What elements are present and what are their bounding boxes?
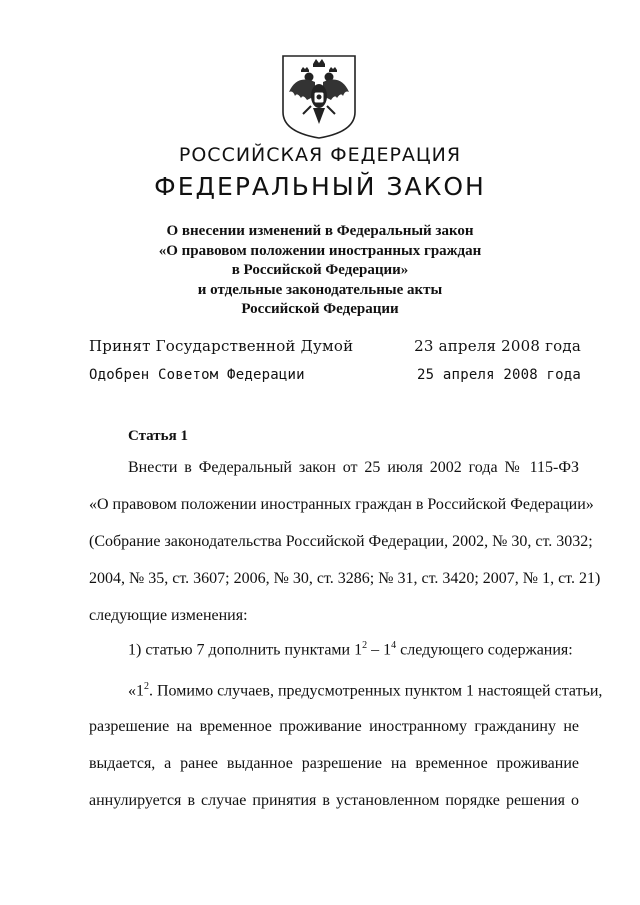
quote-line: разрешение на временное проживание иностранному гражданину не: [89, 718, 579, 735]
law-title: [0, 222, 640, 320]
russian-coat-of-arms-icon: [279, 52, 359, 140]
quote-line: аннулируется в случае принятия в установленном порядке решения о: [89, 792, 579, 809]
title-line: и отдельные законодательные акты: [197, 281, 443, 298]
title-line: Российской Федерации: [241, 301, 399, 317]
paragraph-line: (Собрание законодательства Российской Федерации, 2002, № 30, ст. 3032;: [89, 533, 593, 550]
council-date: 25 апреля 2008 года: [417, 367, 581, 383]
duma-date: 23 апреля 2008 года: [414, 337, 581, 355]
paragraph-line: 2004, № 35, ст. 3607; 2006, № 30, ст. 3286; № 31, ст. 3420; 2007, № 1, ст. 21): [89, 570, 601, 587]
title-line: в Российской Федерации»: [231, 262, 409, 278]
article-heading: Статья 1: [128, 428, 188, 444]
paragraph-line: следующие изменения:: [89, 607, 248, 624]
council-approval-row: [89, 367, 581, 383]
quote-line: выдается, а ранее выданное разрешение на временное проживание: [89, 755, 579, 772]
title-line: О внесении изменений в Федеральный закон: [166, 223, 474, 239]
document-type: ФЕДЕРАЛЬНЫЙ ЗАКОН: [154, 172, 486, 201]
paragraph-line: Внести в Федеральный закон от 25 июля 2002 года № 115-ФЗ: [128, 459, 579, 476]
duma-adoption-row: [89, 337, 581, 355]
council-label: Одобрен Советом Федерации: [89, 367, 305, 383]
amendment-item-1: 1) статью 7 дополнить пунктами $1^2 - 1^4$ следующего содержания:: [128, 640, 573, 659]
country-name: РОССИЙСКАЯ ФЕДЕРАЦИЯ: [178, 144, 462, 166]
duma-label: Принят Государственной Думой: [89, 337, 354, 355]
title-line: «О правовом положении иностранных граждан: [158, 242, 482, 259]
quote-first-line: «$1^2$. Помимо случаев, предусмотренных пунктом 1 настоящей статьи,: [128, 681, 603, 700]
paragraph-line: «О правовом положении иностранных граждан в Российской Федерации»: [89, 496, 594, 513]
